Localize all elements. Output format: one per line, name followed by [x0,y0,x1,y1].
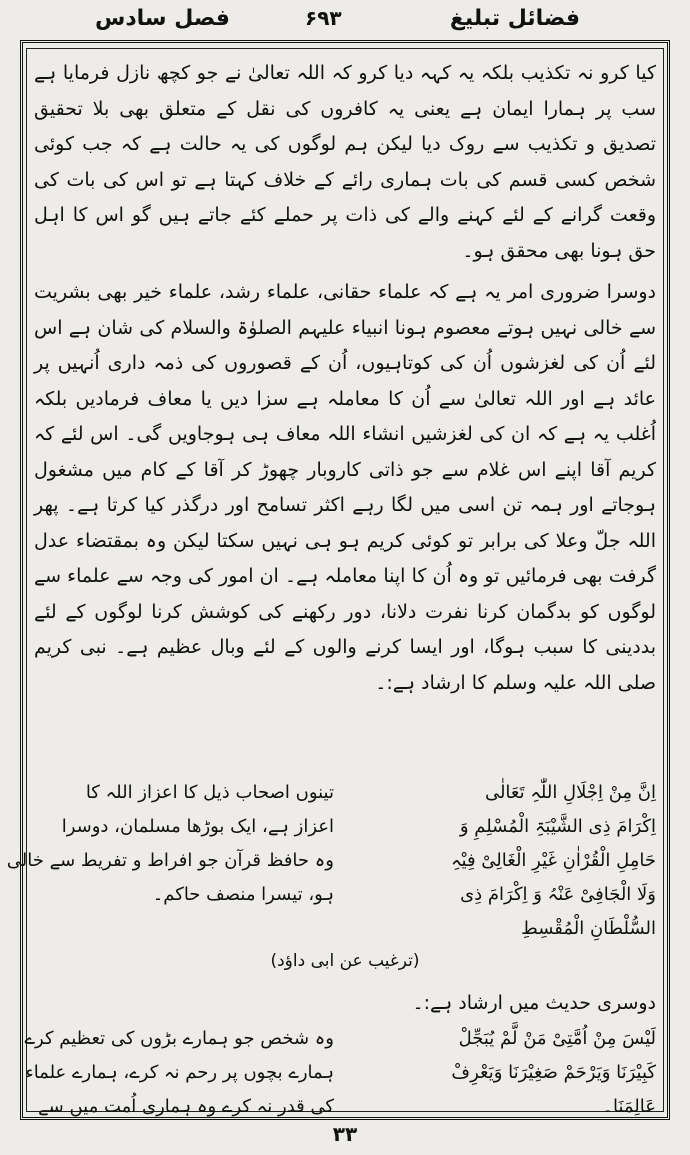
hadith-2-arabic-line: عَالِمَنَا۔ [602,1096,656,1117]
hadith-2-urdu-line: ہمارے بچوں پر رحم نہ کرے، ہمارے علماء [25,1062,334,1083]
hadith-1-arabic-line: وَلَا الْجَافِیْ عَنْہُ وَ اِکْرَامَ ذِی [460,884,656,905]
hadith-2-arabic [356,1022,656,1124]
hadith-1-reference: (ترغیب عن ابی داؤد) [270,951,420,971]
hadith-1-arabic-line: السُّلْطَانِ الْمُقْسِطِ [521,918,656,939]
chapter-title: فصل سادس [95,6,230,31]
hadith-1-urdu [6,776,334,912]
page-header [0,0,690,44]
paragraph-2: دوسرا ضروری امر یہ ہے کہ علماء حقانی، علماء رشد، علماء خیر بھی بشریت سے خالی نہیں ہوتے معصوم ہونا انبیاء علیہم الصلوٰۃ والسلام کی شان ہے اس لئے اُن کی لغزشوں اُن کی کوتاہیوں، اُن کے قصوروں کی ذمہ داری اُنہیں پر عائد ہے اور اللہ تعالیٰ سے اُن کا معاملہ ہے سزا دیں یا معاف فرمادیں بلکہ اُغلب یہ ہے کہ ان کی لغزشیں انشاء اللہ معاف ہی ہوجاویں گی۔ اس لئے کہ کریم آقا اپنے اس غلام سے جو ذاتی کاروبار چھوڑ کر آقا کے کام میں مشغول ہوجاتے اور ہمہ تن اسی میں لگا رہے اکثر تسامح اور درگذر کیا کرتا ہے۔ پھر اللہ جلّ وعلا کی برابر تو کوئی کریم ہو ہی نہیں سکتا لیکن وہ بمقتضاء عدل گرفت بھی فرمائیں تو وہ اُن کا اپنا معاملہ ہے۔ ان امور کی وجہ سے علماء سے لوگوں کو بدگمان کرنا نفرت دلانا، دور رکھنے کی کوشش کرنا لوگوں کے لئے بددینی کا سبب ہوگا، اور ایسا کرنے والوں کے لئے وبال عظیم ہے۔ نبی کریم صلی اللہ علیہ وسلم کا ارشاد ہے:۔ [34,281,656,694]
page-number-bottom: ۳۳ [332,1122,358,1146]
page-number-top: ۶۹۳ [305,6,342,30]
hadith-2-urdu-line: کی قدر نہ کرے وہ ہماری اُمت میں سے [38,1096,334,1117]
book-title: فضائل تبلیغ [449,6,580,31]
hadith-2-urdu [24,1022,334,1124]
hadith-2-urdu-line: وہ شخص جو ہمارے بڑوں کی تعظیم کرے [24,1028,334,1049]
hadith-1-arabic-line: اِکْرَامَ ذِی الشَّیْبَۃِ الْمُسْلِمِ وَ [459,816,656,837]
hadith-1-urdu-line: اعزاز ہے، ایک بوڑھا مسلمان، دوسرا [61,816,334,837]
hadith-2-arabic-line: کَبِیْرَنَا وَیَرْحَمْ صَغِیْرَنَا وَیَعْرِفْ [451,1062,656,1083]
hadith-1-arabic-line: حَامِلِ الْقُرْاٰنِ غَیْرِ الْغَالِیْ فِیْہِ [450,850,656,871]
hadith-1-urdu-line: ہو، تیسرا منصف حاکم۔ [152,884,334,905]
hadith-1-urdu-line: تینوں اصحاب ذیل کا اعزاز اللہ کا [85,782,334,803]
hadith-2-arabic-line: لَیْسَ مِنْ اُمَّتِیْ مَنْ لَّمْ یُبَجِّلْ [458,1028,656,1049]
hadith-1-arabic-line: اِنَّ مِنْ اِجْلَالِ اللّٰہِ تَعَالٰی [484,782,656,803]
paragraph-1: کیا کرو نہ تکذیب بلکہ یہ کہہ دیا کرو کہ اللہ تعالیٰ نے جو کچھ نازل فرمایا ہے سب پر ہمارا ایمان ہے یعنی یہ کافروں کی نقل کے متعلق بھی بلا تحقیق تصدیق و تکذیب سے روک دیا لیکن ہم لوگوں کی یہ حالت ہے کہ جب کوئی شخص کسی قسم کی بات ہماری رائے کے خلاف کہتا ہے تو اس کی بات کی وقعت گرانے کے لئے کہنے والے کی ذات پر حملے کئے جاتے ہیں گو اس کا اہل حق ہونا بھی محقق ہو۔ [34,62,656,262]
page-body [6,56,656,1117]
hadith-1-urdu-line: وہ حافظ قرآن جو افراط و تفریط سے خالی [6,850,334,871]
hadith-2-intro: دوسری حدیث میں ارشاد ہے:۔ [412,992,656,1014]
hadith-1-arabic [356,776,656,946]
